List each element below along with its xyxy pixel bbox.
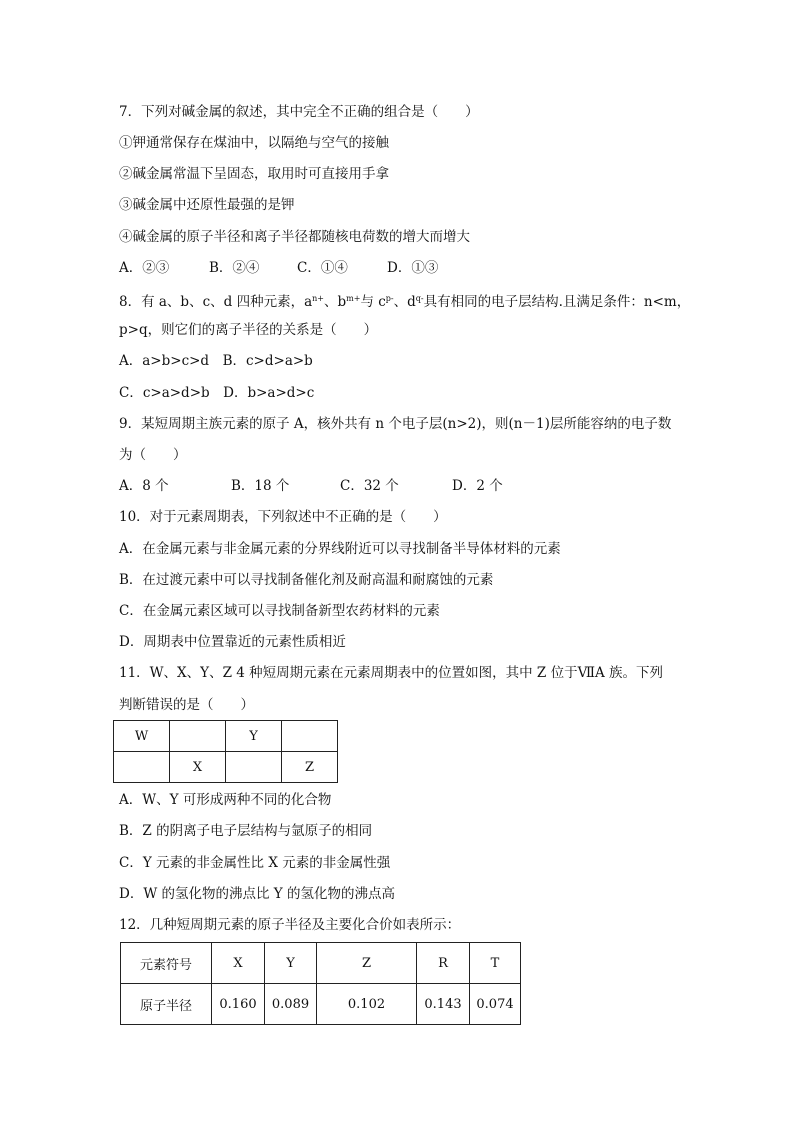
q8-sup-c: p- <box>385 294 394 303</box>
grid-cell: W <box>114 721 170 752</box>
grid-cell: X <box>170 752 226 783</box>
periodic-position-grid <box>113 720 338 783</box>
q11-stem-2: 判断错误的是（ ） <box>119 697 254 713</box>
table-cell: 0.160 <box>212 984 265 1025</box>
q11-option-b: B．Z 的阴离子电子层结构与氩原子的相同 <box>119 823 373 839</box>
q10-option-c: C．在金属元素区域可以寻找制备新型农药材料的元素 <box>119 603 440 619</box>
grid-row <box>114 721 338 752</box>
q8-stem-a: 8．有 a、b、c、d 四种元素，a <box>119 294 313 310</box>
q7-option-b: B．②④ <box>209 260 260 276</box>
q9-option-d: D．2 个 <box>452 478 503 494</box>
q10-stem: 10．对于元素周期表，下列叙述中不正确的是（ ） <box>119 509 447 525</box>
q8-stem-b: 、b <box>323 294 347 310</box>
table-header-cell: T <box>470 943 521 984</box>
grid-cell <box>170 721 226 752</box>
grid-cell: Y <box>226 721 282 752</box>
grid-cell <box>282 721 338 752</box>
table-cell: 原子半径 <box>121 984 212 1025</box>
q8-stem-c: 与 c <box>360 294 386 310</box>
q7-item-1: ①钾通常保存在煤油中，以隔绝与空气的接触 <box>119 135 389 151</box>
table-header-row <box>121 943 521 984</box>
table-header-cell: 元素符号 <box>121 943 212 984</box>
q9-stem-2: 为（ ） <box>119 447 187 463</box>
q7-item-2: ②碱金属常温下呈固态，取用时可直接用手拿 <box>119 166 389 182</box>
q7-item-4: ④碱金属的原子半径和离子半径都随核电荷数的增大而增大 <box>119 229 470 245</box>
q11-option-d: D．W 的氢化物的沸点比 Y 的氢化物的沸点高 <box>119 886 395 902</box>
q9-option-b: B．18 个 <box>231 478 290 494</box>
q8-sup-b: m+ <box>346 294 361 303</box>
q8-stem-2: p>q，则它们的离子半径的关系是（ ） <box>119 322 378 338</box>
q12-stem: 12．几种短周期元素的原子半径及主要化合价如表所示： <box>119 917 461 933</box>
q11-option-c: C．Y 元素的非金属性比 X 元素的非金属性强 <box>119 855 391 871</box>
q9-option-a: A．8 个 <box>119 478 169 494</box>
table-header-cell: Y <box>265 943 317 984</box>
q8-stem <box>119 290 690 311</box>
q7-option-c: C．①④ <box>297 260 348 276</box>
q7-stem: 7．下列对碱金属的叙述，其中完全不正确的组合是（ ） <box>119 104 479 120</box>
q9-option-c: C．32 个 <box>340 478 399 494</box>
q11-option-a: A．W、Y 可形成两种不同的化合物 <box>119 792 332 808</box>
q7-option-a: A．②③ <box>119 260 170 276</box>
q7-option-d: D．①③ <box>387 260 439 276</box>
q11-stem-1: 11．W、X、Y、Z 4 种短周期元素在元素周期表中的位置如图，其中 Z 位于ⅦA 族。下列 <box>119 665 664 681</box>
q7-options <box>119 259 438 277</box>
table-header-cell: R <box>417 943 470 984</box>
q10-option-a: A．在金属元素与非金属元素的分界线附近可以寻找制备半导体材料的元素 <box>119 541 561 557</box>
grid-cell <box>226 752 282 783</box>
table-cell: 0.102 <box>317 984 417 1025</box>
atomic-radius-table <box>120 942 521 1025</box>
table-header-cell: X <box>212 943 265 984</box>
table-cell: 0.143 <box>417 984 470 1025</box>
table-row <box>121 984 521 1025</box>
q10-option-b: B．在过渡元素中可以寻找制备催化剂及耐高温和耐腐蚀的元素 <box>119 572 494 588</box>
grid-cell <box>114 752 170 783</box>
q8-stem-d: 、d <box>393 294 416 310</box>
q8-sup-d: q- <box>415 294 424 303</box>
q7-item-3: ③碱金属中还原性最强的是钾 <box>119 197 295 213</box>
q9-stem-1: 9．某短周期主族元素的原子 A，核外共有 n 个电子层(n>2)，则(n－1)层所能容纳的电子数 <box>119 416 672 432</box>
q8-options-row2: C．c>a>d>b D．b>a>d>c <box>119 385 315 401</box>
table-cell: 0.089 <box>265 984 317 1025</box>
q9-options <box>119 477 503 495</box>
q8-sup-a: n+ <box>312 294 324 303</box>
grid-cell: Z <box>282 752 338 783</box>
q10-option-d: D．周期表中位置靠近的元素性质相近 <box>119 634 346 650</box>
table-cell: 0.074 <box>470 984 521 1025</box>
table-header-cell: Z <box>317 943 417 984</box>
q8-stem-e: 具有相同的电子层结构.且满足条件：n<m， <box>423 294 691 310</box>
q8-options-row1: A．a>b>c>d B．c>d>a>b <box>119 353 313 369</box>
grid-row <box>114 752 338 783</box>
